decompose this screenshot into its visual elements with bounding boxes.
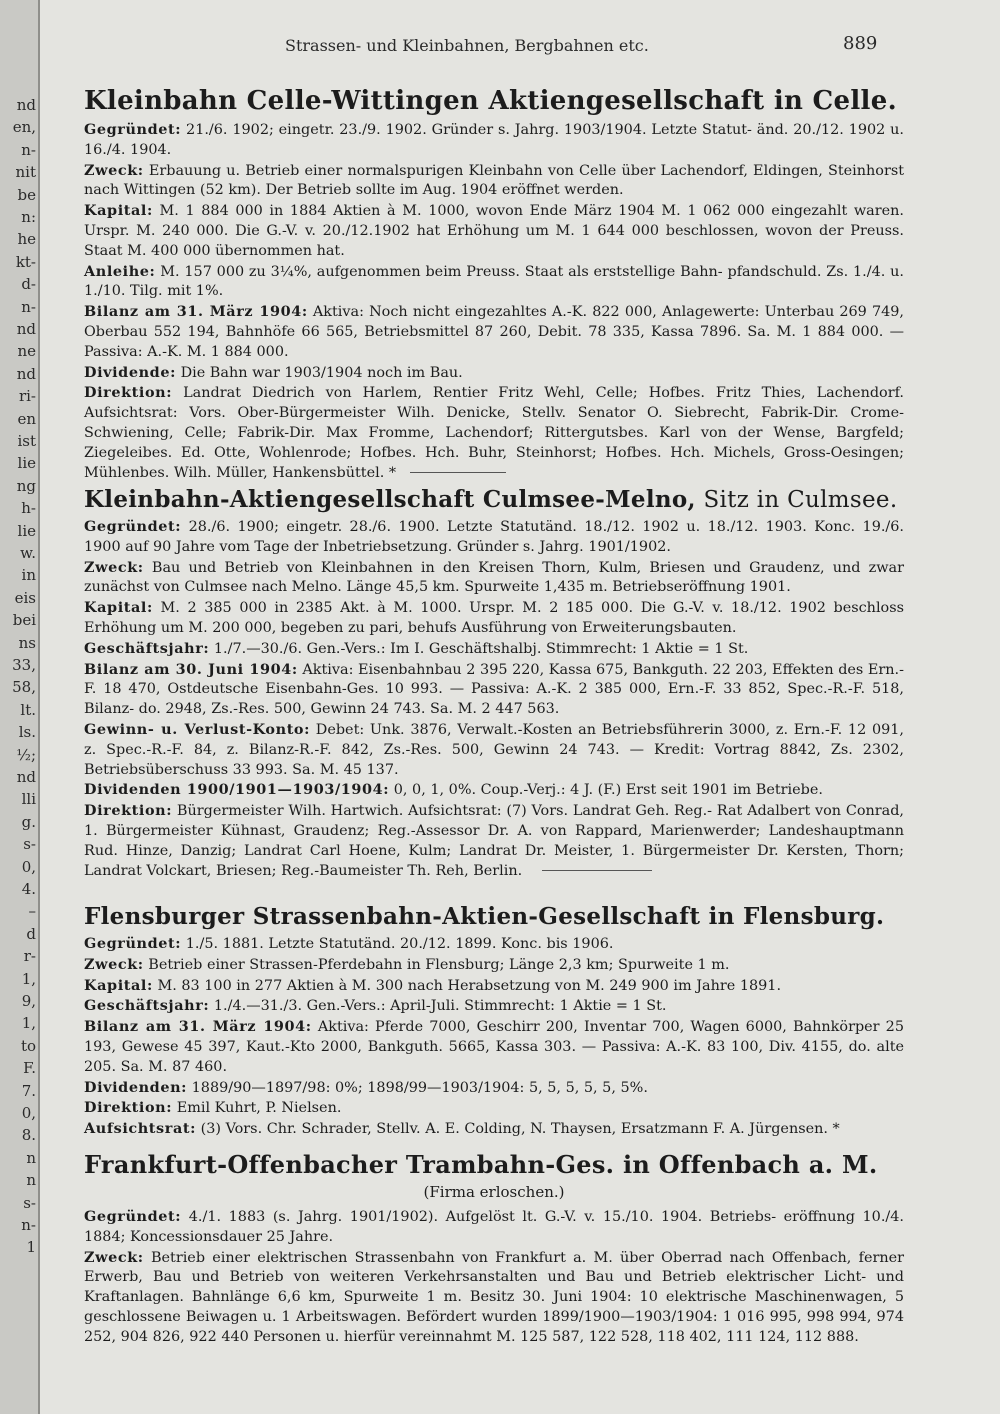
margin-fragment: d- xyxy=(21,275,36,294)
entry-label: Zweck: xyxy=(84,955,144,973)
entry-text: Aktiva: Pferde 7000, Geschirr 200, Inventar 700, Wagen 6000, Bahnkörper 25 193, Gewese 45 397, Kaut.-Kto 2000, Bankguth. 5665, Kassa 303. — Passiva: A.-K. 83 100, Div. 4155, do. alte 205. Sa. M. 87 460. xyxy=(84,1019,904,1075)
entry-zweck xyxy=(84,955,904,976)
entry-label: Zweck: xyxy=(84,558,144,576)
entry-text: Debet: Unk. 3876, Verwalt.-Kosten an Betriebsführerin 3000, z. Ern.-F. 12 091, z. Spec.-R.-F. 84, z. Bilanz-R.-F. 842, Zs.-Res. 500, Gewinn 24 743. — Kredit: Vortrag 8842, Zs. 2302, Betriebsüberschuss 33 993. Sa. M. 45 137. xyxy=(84,721,904,778)
entry-label: Bilanz am 31. März 1904: xyxy=(84,303,308,321)
entry-label: Gewinn- u. Verlust-Konto: xyxy=(84,720,311,738)
entry-label: Anleihe: xyxy=(84,262,156,280)
margin-fragment: en xyxy=(17,409,36,428)
entry-direktion xyxy=(84,801,904,881)
entry-gewinn-verlust xyxy=(84,720,904,780)
entry-aufsichtsrat xyxy=(84,1119,904,1140)
margin-fragment: 9, xyxy=(21,992,36,1010)
margin-fragment: eis xyxy=(14,588,36,607)
margin-fragment: bei xyxy=(12,611,36,630)
margin-fragment: 1, xyxy=(21,1014,36,1033)
entry-gegruendet xyxy=(84,517,904,558)
entry-text: Bau und Betrieb von Kleinbahnen in den Kreisen Thorn, Kulm, Briesen und Graudenz, und zwar zunächst von Culmsee nach Melno. Länge 45,5 km. Spurweite 1,435 m. Betriebseröffnung 1901. xyxy=(84,559,905,596)
entry-label: Bilanz am 30. Juni 1904: xyxy=(84,660,298,678)
margin-fragment: n xyxy=(26,1171,36,1190)
entry-label: Kapital: xyxy=(84,202,153,220)
entry-label: Bilanz am 31. März 1904: xyxy=(84,1018,312,1036)
entry-label: Gegründet: xyxy=(84,1208,182,1225)
margin-fragment: 1 xyxy=(26,1238,36,1257)
entry-direktion xyxy=(84,1098,904,1119)
entry-text: 1./5. 1881. Letzte Statutänd. 20./12. 1899. Konc. bis 1906. xyxy=(185,936,614,952)
entry-zweck xyxy=(84,161,904,202)
entry-text: (3) Vors. Chr. Schrader, Stellv. A. E. Colding, N. Thaysen, Ersatzmann F. A. Jürgensen. * xyxy=(200,1121,840,1138)
margin-fragment: w. xyxy=(20,544,36,562)
entry-text: Betrieb einer elektrischen Strassenbahn von Frankfurt a. M. über Oberrad nach Offenbach, ferner Erwerb, Bau und Betrieb von weiteren Verkehrsanstalten und Bau und Betrieb elektrischer Licht- und Kraftanlagen. Bahnlänge 6,6 km, Spurweite 1 m. Besitz 30. Juni 1904: 10 elektrische Maschinenwagen, 5 geschlossene Beiwagen u. 1 Arbeitswagen. Befördert wurden 1899/1900—1903/1904: 1 016 995, 998 994, 974 252, 904 826, 922 440 Personen u. hierfür vereinnahmt M. 125 587, 122 528, 118 402, 111 124, 112 888. xyxy=(84,1249,904,1345)
margin-fragment: ist xyxy=(17,432,36,450)
article-title-seat: Sitz in Culmsee. xyxy=(695,487,898,513)
entry-label: Geschäftsjahr: xyxy=(84,639,210,657)
running-head: Strassen- und Kleinbahnen, Bergbahnen etc. xyxy=(285,36,649,55)
entry-label: Aufsichtsrat: xyxy=(84,1120,197,1138)
entry-dividende xyxy=(84,363,904,384)
page-number: 889 xyxy=(843,33,878,54)
entry-text: 1889/90—1897/98: 0%; 1898/99—1903/1904: 5, 5, 5, 5, 5, 5%. xyxy=(191,1079,648,1096)
article-body xyxy=(84,1207,904,1348)
entry-gegruendet xyxy=(84,1207,904,1248)
entry-text: Aktiva: Noch nicht eingezahltes A.-K. 822 000, Anlagewerte: Unterbau 269 749, Oberbau 552 194, Bahnhöfe 66 565, Betriebsmittel 87 260, Debit. 78 335, Kassa 7896. Sa. M. 1 884 000. — Passiva: A.-K. M. 1 884 000. xyxy=(84,304,905,360)
margin-fragment: ns xyxy=(18,633,36,652)
margin-fragment: ng xyxy=(16,476,36,495)
article-subtitle: (Firma erloschen.) xyxy=(423,1183,565,1201)
section-rule xyxy=(410,472,506,473)
article-title: Frankfurt-Offenbacher Trambahn-Ges. in Offenbach a. M. xyxy=(84,1150,878,1179)
margin-fragment: ri- xyxy=(18,387,36,406)
margin-fragment: nd xyxy=(16,320,36,338)
entry-label: Geschäftsjahr: xyxy=(84,997,210,1015)
article-frankfurt-offenbach xyxy=(84,1150,904,1348)
margin-fragment: nd xyxy=(16,96,36,114)
margin-fragment: 58, xyxy=(12,678,36,697)
margin-fragment: g. xyxy=(21,812,36,831)
margin-fragment: lli xyxy=(21,790,36,809)
entry-text: 21./6. 1902; eingetr. 23./9. 1902. Gründer s. Jahrg. 1903/1904. Letzte Statut- änd. 20./12. 1902 u. 16./4. 1904. xyxy=(84,122,904,158)
margin-fragment: he xyxy=(17,230,36,249)
margin-fragment: 7. xyxy=(21,1081,36,1100)
margin-fragment: lie xyxy=(17,454,36,473)
entry-text: Aktiva: Eisenbahnbau 2 395 220, Kassa 675, Bankguth. 22 203, Effekten des Ern.-F. 18 470, Ostdeutsche Eisenbahn-Ges. 10 993. — Passiva: A.-K. 2 385 000, Ern.-F. 33 852, Spec.-R.-F. 518, Bilanz- do. 2948, Zs.-Res. 500, Gewinn 24 743. Sa. M. 2 447 563. xyxy=(84,661,904,718)
margin-fragment: n- xyxy=(21,1216,36,1234)
entry-zweck xyxy=(84,1248,904,1348)
entry-text: 0, 0, 1, 0%. Coup.-Verj.: 4 J. (F.) Erst seit 1901 im Betriebe. xyxy=(393,782,823,799)
entry-geschaeftsjahr xyxy=(84,639,904,660)
article-flensburg xyxy=(84,903,904,1140)
entry-gegruendet xyxy=(84,934,904,955)
margin-fragment: s- xyxy=(23,1193,36,1212)
article-body xyxy=(84,934,904,1140)
article-culmsee-melno xyxy=(84,486,904,881)
entry-label: Gegründet: xyxy=(84,935,182,952)
entry-label: Zweck: xyxy=(84,1248,144,1266)
article-title-main: Kleinbahn-Aktiengesellschaft Culmsee-Melno, xyxy=(84,486,696,513)
entry-label: Zweck: xyxy=(84,161,144,179)
entry-gegruendet xyxy=(84,120,904,161)
entry-text: Die Bahn war 1903/1904 noch im Bau. xyxy=(180,364,463,381)
article-title xyxy=(84,486,904,513)
facing-page-margin xyxy=(0,0,38,1414)
margin-fragment: lt. xyxy=(20,700,36,719)
entry-geschaeftsjahr xyxy=(84,996,904,1017)
margin-fragment: h- xyxy=(21,499,36,518)
margin-fragment: F. xyxy=(23,1059,36,1078)
entry-text: 1./4.—31./3. Gen.-Vers.: April-Juli. Stimmrecht: 1 Aktie = 1 St. xyxy=(213,998,667,1015)
entry-label: Gegründet: xyxy=(84,121,182,138)
entry-text: M. 83 100 in 277 Aktien à M. 300 nach Herabsetzung von M. 249 900 im Jahre 1891. xyxy=(157,977,782,994)
margin-fragment: n- xyxy=(21,297,36,316)
entry-label: Kapital: xyxy=(84,599,153,617)
entry-label: Dividenden: xyxy=(84,1078,188,1096)
entry-text: Betrieb einer Strassen-Pferdebahn in Flensburg; Länge 2,3 km; Spurweite 1 m. xyxy=(148,956,730,973)
article-body xyxy=(84,517,904,881)
entry-bilanz xyxy=(84,660,904,720)
entry-label: Dividende: xyxy=(84,363,176,381)
margin-fragment: to xyxy=(20,1036,36,1055)
margin-fragment: ½; xyxy=(16,745,36,764)
margin-fragment: in xyxy=(21,566,36,585)
entry-text: Erbauung u. Betrieb einer normalspurigen Kleinbahn von Celle über Lachendorf, Eldingen, Steinhorst nach Wittingen (52 km). Der Betrieb sollte im Aug. 1904 eröffnet werden. xyxy=(84,162,904,199)
entry-text: M. 157 000 zu 3¼%, aufgenommen beim Preuss. Staat als erststellige Bahn- pfandschuld. Zs. 1./4. u. 1./10. Tilg. mit 1%. xyxy=(84,263,904,300)
margin-fragment: 0, xyxy=(21,1104,36,1122)
margin-fragment: ne xyxy=(17,342,36,361)
margin-fragment: en, xyxy=(12,118,36,137)
margin-fragment: nit xyxy=(15,163,36,182)
section-rule xyxy=(542,870,652,871)
margin-fragment: nd xyxy=(16,364,36,383)
margin-fragment: r- xyxy=(23,947,36,966)
entry-label: Direktion: xyxy=(84,802,173,820)
entry-text: 28./6. 1900; eingetr. 28./6. 1900. Letzte Statutänd. 18./12. 1902 u. 18./12. 1903. Konc. 19./6. 1900 auf 90 Jahre vom Tage der Inbetriebsetzung. Gründer s. Jahrg. 1901/1902. xyxy=(84,519,905,555)
entry-label: Direktion: xyxy=(84,384,173,402)
article-body xyxy=(84,120,904,483)
margin-fragment: – xyxy=(28,902,36,921)
article-celle-wittingen xyxy=(84,86,904,483)
entry-dividenden xyxy=(84,780,904,801)
entry-kapital xyxy=(84,976,904,997)
margin-fragment: 0, xyxy=(21,857,36,876)
entry-bilanz xyxy=(84,302,904,362)
entry-label: Gegründet: xyxy=(84,518,182,535)
margin-fragment: 8. xyxy=(21,1126,36,1145)
entry-zweck xyxy=(84,558,904,599)
margin-fragment: be xyxy=(17,185,36,204)
entry-kapital xyxy=(84,201,904,261)
entry-direktion xyxy=(84,383,904,483)
margin-fragment: ls. xyxy=(18,723,36,742)
entry-bilanz xyxy=(84,1017,904,1077)
entry-label: Kapital: xyxy=(84,976,153,994)
entry-text: Emil Kuhrt, P. Nielsen. xyxy=(176,1100,342,1117)
entry-dividenden xyxy=(84,1078,904,1099)
entry-text: Bürgermeister Wilh. Hartwich. Aufsichtsrat: (7) Vors. Landrat Geh. Reg.- Rat Adalbert von Conrad, 1. Bürgermeister Kühnast, Graudenz; Reg.-Assessor Dr. A. von Rappard, Marienwerder; Landeshauptmann Rud. Hinze, Danzig; Landrat Carl Hoene, Kulm; Landrat Dr. Meister, 1. Bürgermeister Dr. Kersten, Thorn; Landrat Volckart, Briesen; Reg.-Baumeister Th. Reh, Berlin. xyxy=(84,803,905,879)
entry-label: Dividenden 1900/1901—1903/1904: xyxy=(84,781,390,799)
entry-kapital xyxy=(84,598,904,639)
margin-fragment: nd xyxy=(16,768,36,786)
margin-fragment: 1, xyxy=(21,969,36,988)
margin-fragment: 4. xyxy=(21,880,36,898)
margin-fragment: lie xyxy=(17,521,36,540)
entry-anleihe xyxy=(84,262,904,303)
margin-fragment: d xyxy=(26,924,36,943)
entry-text: Landrat Diedrich von Harlem, Rentier Fritz Wehl, Celle; Hofbes. Fritz Thies, Lachendorf. Aufsichtsrat: Vors. Ober-Bürgermeister Wilh. Denicke, Stellv. Senator O. Siebrecht, Fabrik-Dir. Crome-Schwiening, Celle; Fabrik-Dir. Max Fromme, Lachendorf; Rittergutsbes. Karl von der Wense, Bargfeld; Ziegeleibes. Ed. Otte, Wohlenrode; Hofbes. Hch. Buhr, Steinhorst; Hofbes. Hch. Michels, Gross-Oesingen; Mühlenbes. Wilh. Müller, Hankensbüttel. * xyxy=(84,385,904,481)
entry-text: M. 2 385 000 in 2385 Akt. à M. 1000. Urspr. M. 2 185 000. Die G.-V. v. 18./12. 1902 beschloss Erhöhung um M. 200 000, begeben zu pari, behufs Ausführung von Erweiterungsbauten. xyxy=(84,600,904,636)
article-title: Flensburger Strassenbahn-Aktien-Gesellschaft in Flensburg. xyxy=(84,903,885,930)
entry-text: M. 1 884 000 in 1884 Aktien à M. 1000, wovon Ende März 1904 M. 1 062 000 eingezahlt waren. Urspr. M. 240 000. Die G.-V. v. 20./12.1902 hat Erhöhung um M. 1 644 000 beschlossen, wovon der Preuss. Staat M. 400 000 übernommen hat. xyxy=(84,203,904,259)
margin-fragment: n- xyxy=(21,140,36,159)
entry-text: 4./1. 1883 (s. Jahrg. 1901/1902). Aufgelöst lt. G.-V. v. 15./10. 1904. Betriebs- eröffnung 10./4. 1884; Koncessionsdauer 25 Jahre. xyxy=(84,1209,904,1245)
entry-label: Direktion: xyxy=(84,1099,173,1117)
margin-fragment: 33, xyxy=(12,656,36,674)
article-title: Kleinbahn Celle-Wittingen Aktiengesellschaft in Celle. xyxy=(84,86,897,116)
margin-fragment: n: xyxy=(21,208,36,226)
margin-fragment: kt- xyxy=(15,252,36,271)
margin-fragment: s- xyxy=(23,835,36,854)
entry-text: 1./7.—30./6. Gen.-Vers.: Im I. Geschäftshalbj. Stimmrecht: 1 Aktie = 1 St. xyxy=(213,640,749,657)
margin-fragment: n xyxy=(26,1148,36,1167)
